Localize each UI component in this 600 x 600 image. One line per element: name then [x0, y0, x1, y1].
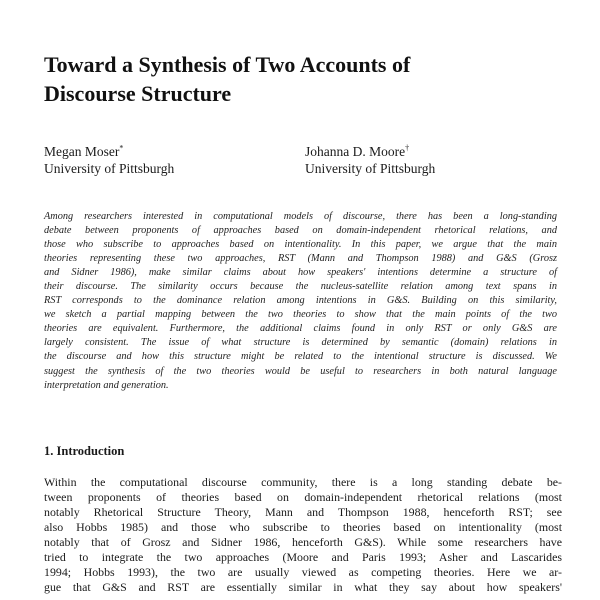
- body-line: tween proponents of theories based on domain-independent rhetorical relations (most: [44, 490, 562, 505]
- body-line: also Hobbs 1985) and those who subscribe to theories based on intentionality (most: [44, 520, 562, 535]
- author-name: Johanna D. Moore†: [305, 143, 410, 159]
- abstract-line: we sketch a partial mapping between the two theories to show that the main points of the two: [44, 309, 557, 321]
- abstract-line: theories are equivalent. Furthermore, the additional claims found in only RST or only G&S are: [44, 323, 557, 335]
- intro-paragraph: [44, 475, 562, 595]
- abstract: [44, 210, 557, 393]
- title-line: Discourse Structure: [44, 81, 232, 106]
- abstract-line: their discourse. The similarity occurs because the nucleus-satellite relation among text spans in: [44, 281, 557, 293]
- paper-title: [44, 50, 564, 108]
- body-line: tried to integrate the two approaches (Moore and Paris 1993; Asher and Lascarides: [44, 550, 562, 565]
- body-line: Within the computational discourse community, there is a long standing debate be-: [44, 475, 562, 489]
- author-name: Megan Moser*: [44, 143, 124, 159]
- title-line: Toward a Synthesis of Two Accounts of: [44, 52, 411, 77]
- author-block: [305, 143, 435, 177]
- abstract-line: debate between proponents of approaches based on domain-independent rhetorical relations, and: [44, 225, 557, 237]
- abstract-line: RST corresponds to the dominance relation among intentions in G&S. Building on this similarity,: [44, 295, 557, 307]
- abstract-line: largely consistent. The issue of what structure is determined by semantic (domain) relations in: [44, 337, 557, 349]
- abstract-line: suggest the synthesis of the two theories would be useful to researchers in both natural language: [44, 365, 557, 377]
- author-affiliation: University of Pittsburgh: [305, 161, 436, 176]
- body-line: notably that of Grosz and Sidner 1986, henceforth G&S). While some researchers have: [44, 535, 562, 550]
- abstract-line: Among researchers interested in computational models of discourse, there has been a long-standing: [44, 211, 557, 222]
- section-heading: 1. Introduction: [44, 444, 125, 458]
- abstract-line: and Sidner 1986), make similar claims about how speakers' intentions determine a structure of: [44, 267, 557, 279]
- abstract-line: theories representing these two approaches, RST (Mann and Thompson 1988) and G&S (Grosz: [44, 253, 557, 265]
- body-line: 1994; Hobbs 1993), the two are usually viewed as competing theories. Here we ar-: [44, 565, 562, 580]
- author-footnote-mark: †: [405, 143, 410, 153]
- body-line: notably Rhetorical Structure Theory, Mann and Thompson 1988, henceforth RST; see: [44, 505, 562, 520]
- abstract-line: the discourse and how this structure might be related to the intentional structure is discussed. We: [44, 351, 557, 363]
- abstract-line: those who subscribe to approaches based on intentionality. In this paper, we argue that the main: [44, 239, 557, 251]
- author-affiliation: University of Pittsburgh: [44, 161, 175, 176]
- author-block: [44, 143, 174, 177]
- abstract-line: interpretation and generation.: [44, 379, 169, 391]
- body-line: gue that G&S and RST are essentially similar in what they say about how speakers': [44, 580, 562, 595]
- author-footnote-mark: *: [119, 143, 124, 153]
